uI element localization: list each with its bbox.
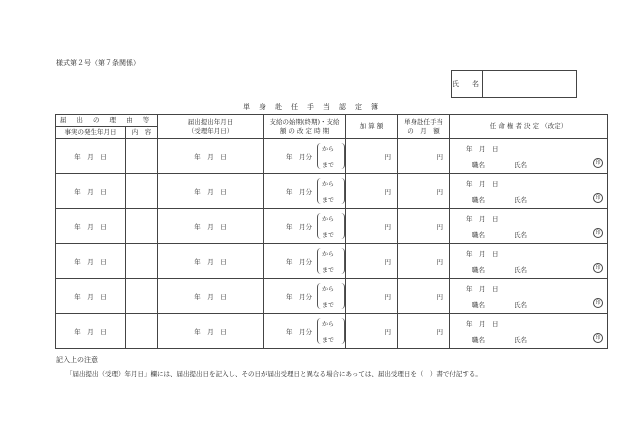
- monthly-cell[interactable]: 円: [398, 244, 450, 279]
- right-brace: [339, 248, 345, 274]
- content-cell[interactable]: [126, 139, 158, 174]
- form-number: 様式第２号（第７条関係）: [56, 59, 140, 67]
- name-box: [451, 70, 577, 98]
- content-cell[interactable]: [126, 174, 158, 209]
- fact-date-cell[interactable]: 年 月 日: [56, 209, 126, 244]
- monthly-cell[interactable]: 円: [398, 174, 450, 209]
- header-notification-reason: 届 出 の 理 由 等: [56, 115, 158, 127]
- header-appointer: 任 命 権 者 決 定 （改定）: [450, 115, 608, 139]
- table-row: [56, 244, 608, 279]
- appointer-cell[interactable]: 年 月 日 職名 氏名 印: [450, 174, 608, 209]
- monthly-cell[interactable]: 円: [398, 209, 450, 244]
- submit-date-cell[interactable]: 年 月 日: [158, 139, 264, 174]
- fact-date-cell[interactable]: 年 月 日: [56, 244, 126, 279]
- submit-date-cell[interactable]: 年 月 日: [158, 244, 264, 279]
- submit-date-cell[interactable]: 年 月 日: [158, 174, 264, 209]
- period-cell[interactable]: 年 月分 から まで: [264, 314, 346, 349]
- content-cell[interactable]: [126, 314, 158, 349]
- period-cell[interactable]: 年 月分 から まで: [264, 209, 346, 244]
- page-title: 単身赴任手当認定簿: [243, 103, 387, 111]
- notes-title: 記入上の注意: [56, 356, 98, 364]
- header-submit-date: 届出提出年月日 （受理年月日）: [158, 115, 264, 139]
- header-monthly: 単身赴任手当 の 月 額: [398, 115, 450, 139]
- addition-cell[interactable]: 円: [346, 314, 398, 349]
- header-addition: 加 算 額: [346, 115, 398, 139]
- seal-icon: 印: [593, 298, 603, 308]
- period-cell[interactable]: 年 月分 から まで: [264, 174, 346, 209]
- appointer-cell[interactable]: 年 月 日 職名 氏名 印: [450, 209, 608, 244]
- appointer-cell[interactable]: 年 月 日 職名 氏名 印: [450, 139, 608, 174]
- addition-cell[interactable]: 円: [346, 139, 398, 174]
- monthly-cell[interactable]: 円: [398, 314, 450, 349]
- seal-icon: 印: [593, 158, 603, 168]
- period-cell[interactable]: 年 月分 から まで: [264, 139, 346, 174]
- monthly-cell[interactable]: 円: [398, 139, 450, 174]
- appointer-cell[interactable]: 年 月 日 職名 氏名 印: [450, 314, 608, 349]
- name-value[interactable]: [483, 71, 576, 97]
- right-brace: [339, 283, 345, 309]
- right-brace: [339, 178, 345, 204]
- right-brace: [339, 213, 345, 239]
- content-cell[interactable]: [126, 244, 158, 279]
- seal-icon: 印: [593, 193, 603, 203]
- table-row: [56, 174, 608, 209]
- table-row: [56, 139, 608, 174]
- period-cell[interactable]: 年 月分 から まで: [264, 244, 346, 279]
- notes-text: 「届出提出（受理）年月日」欄には、届出提出日を記入し、その日が届出受理日と異なる場合にあっては、届出受理日を（ ）書で付記する。: [66, 370, 482, 378]
- seal-icon: 印: [593, 263, 603, 273]
- appointer-cell[interactable]: 年 月 日 職名 氏名 印: [450, 279, 608, 314]
- content-cell[interactable]: [126, 279, 158, 314]
- monthly-cell[interactable]: 円: [398, 279, 450, 314]
- addition-cell[interactable]: 円: [346, 209, 398, 244]
- table-row: [56, 209, 608, 244]
- header-content: 内 容: [126, 127, 158, 139]
- content-cell[interactable]: [126, 209, 158, 244]
- certification-table: [55, 114, 608, 349]
- appointer-cell[interactable]: 年 月 日 職名 氏名 印: [450, 244, 608, 279]
- header-period: 支給の始期(終期)・支給 額 の 改 定 時 期: [264, 115, 346, 139]
- addition-cell[interactable]: 円: [346, 174, 398, 209]
- table-row: [56, 314, 608, 349]
- table-row: [56, 279, 608, 314]
- right-brace: [339, 143, 345, 169]
- submit-date-cell[interactable]: 年 月 日: [158, 279, 264, 314]
- fact-date-cell[interactable]: 年 月 日: [56, 174, 126, 209]
- fact-date-cell[interactable]: 年 月 日: [56, 139, 126, 174]
- fact-date-cell[interactable]: 年 月 日: [56, 279, 126, 314]
- addition-cell[interactable]: 円: [346, 279, 398, 314]
- seal-icon: 印: [593, 228, 603, 238]
- header-fact-date: 事実の発生年月日: [56, 127, 126, 139]
- seal-icon: 印: [593, 333, 603, 343]
- submit-date-cell[interactable]: 年 月 日: [158, 314, 264, 349]
- right-brace: [339, 318, 345, 344]
- submit-date-cell[interactable]: 年 月 日: [158, 209, 264, 244]
- name-label: 氏 名: [452, 71, 483, 97]
- addition-cell[interactable]: 円: [346, 244, 398, 279]
- fact-date-cell[interactable]: 年 月 日: [56, 314, 126, 349]
- period-cell[interactable]: 年 月分 から まで: [264, 279, 346, 314]
